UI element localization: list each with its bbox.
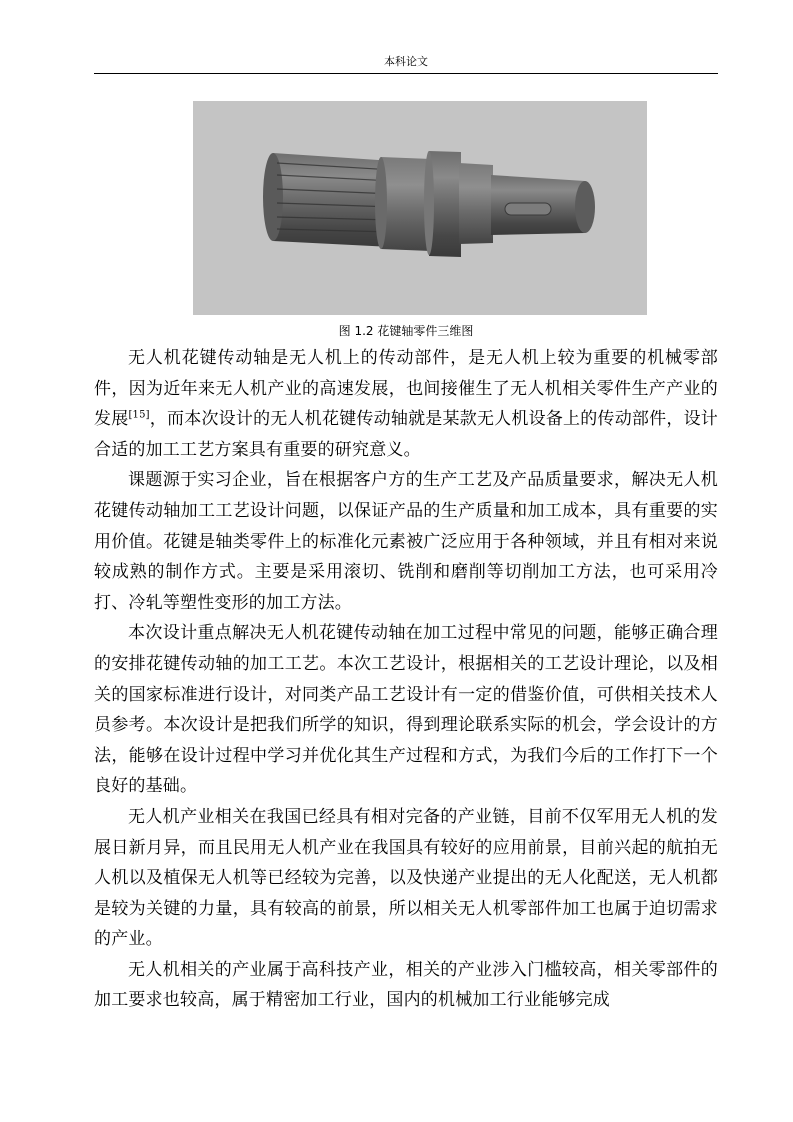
spline-shaft-3d-figure (193, 101, 647, 315)
paragraph-2: 课题源于实习企业，旨在根据客户方的生产工艺及产品质量要求，解决无人机花键传动轴加工工艺设计问题，以保证产品的生产质量和加工成本，具有重要的实用价值。花键是轴类零件上的标准化元素被广泛应用于各种领域，并且有相对来说较成熟的制作方式。主要是采用滚切、铣削和磨削等切削加工方法，也可采用冷打、冷轧等塑性变形的加工方法。 (94, 470, 718, 613)
shaft-body (263, 151, 595, 257)
body-text (94, 343, 718, 1016)
header-rule (94, 73, 718, 74)
paragraph-5: 无人机相关的产业属于高科技产业，相关的产业涉入门槛较高，相关零部件的加工要求也较高，属于精密加工行业，国内的机械加工行业能够完成 (94, 959, 718, 1011)
citation: [15] (128, 409, 150, 421)
spline-shaft-illustration (193, 101, 647, 315)
paragraph-4: 无人机产业相关在我国已经具有相对完备的产业链，目前不仅军用无人机的发展日新月异，而且民用无人机产业在我国具有较好的应用前景，目前兴起的航拍无人机以及植保无人机等已经较为完善，以及快递产业提出的无人化配送，无人机都是较为关键的力量，具有较高的前景，所以相关无人机零部件加工也属于迫切需求的产业。 (94, 806, 718, 950)
paragraph-1: 无人机花键传动轴是无人机上的传动部件，是无人机上较为重要的机械零部件，因为近年来无人机产业的高速发展，也间接催生了无人机相关零件生产产业的发展[15]，而本次设计的无人机花键传动轴就是某款无人机设备上的传动部件，设计合适的加工工艺方案具有重要的研究意义。 (94, 348, 718, 460)
page-header: 本科论文 (384, 55, 428, 68)
figure-caption: 图 1.2 花键轴零件三维图 (338, 324, 474, 338)
paragraph-3: 本次设计重点解决无人机花键传动轴在加工过程中常见的问题，能够正确合理的安排花键传动轴的加工工艺。本次工艺设计，根据相关的工艺设计理论，以及相关的国家标准进行设计，对同类产品工艺设计有一定的借鉴价值，可供相关技术人员参考。本次设计是把我们所学的知识，得到理论联系实际的机会，学会设计的方法，能够在设计过程中学习并优化其生产过程和方式，为我们今后的工作打下一个良好的基础。 (94, 623, 718, 797)
